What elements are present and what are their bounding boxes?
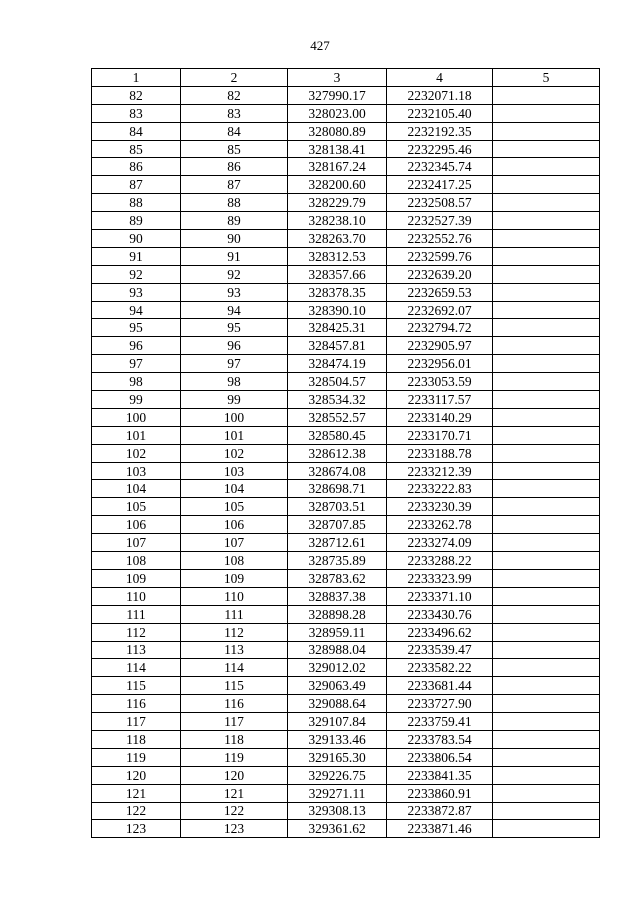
table-row [92, 695, 600, 713]
table-cell: 85 [92, 140, 181, 158]
table-cell: 2233288.22 [387, 552, 493, 570]
table-cell: 328474.19 [288, 355, 387, 373]
table-cell: 328898.28 [288, 605, 387, 623]
table-cell [493, 748, 600, 766]
table-cell: 104 [181, 480, 288, 498]
table-cell [493, 695, 600, 713]
table-cell: 328552.57 [288, 408, 387, 426]
table-cell: 116 [181, 695, 288, 713]
table-cell: 2232956.01 [387, 355, 493, 373]
table-row [92, 122, 600, 140]
table-cell: 121 [92, 784, 181, 802]
table-cell: 111 [181, 605, 288, 623]
table-cell: 2233230.39 [387, 498, 493, 516]
column-header: 5 [493, 69, 600, 87]
table-cell: 2233117.57 [387, 391, 493, 409]
table-cell: 2233783.54 [387, 730, 493, 748]
table-cell [493, 534, 600, 552]
table-cell [493, 319, 600, 337]
table-cell: 98 [181, 373, 288, 391]
table-cell: 2232794.72 [387, 319, 493, 337]
table-cell: 2233871.46 [387, 820, 493, 838]
table-cell: 91 [92, 247, 181, 265]
table-cell: 328534.32 [288, 391, 387, 409]
table-cell: 2232905.97 [387, 337, 493, 355]
table-row [92, 212, 600, 230]
table-cell [493, 713, 600, 731]
table-cell: 328783.62 [288, 569, 387, 587]
column-header: 3 [288, 69, 387, 87]
table-cell: 121 [181, 784, 288, 802]
table-cell: 85 [181, 140, 288, 158]
table-cell: 329133.46 [288, 730, 387, 748]
table-row [92, 605, 600, 623]
table-cell [493, 104, 600, 122]
table-cell: 120 [181, 766, 288, 784]
page-number: 427 [310, 38, 330, 53]
table-cell: 2233860.91 [387, 784, 493, 802]
table-cell: 115 [92, 677, 181, 695]
table-cell: 328504.57 [288, 373, 387, 391]
table-cell: 2233841.35 [387, 766, 493, 784]
table-cell: 2232105.40 [387, 104, 493, 122]
table-cell: 122 [92, 802, 181, 820]
table-cell [493, 176, 600, 194]
table-cell: 123 [181, 820, 288, 838]
table-cell [493, 444, 600, 462]
table-cell [493, 122, 600, 140]
table-row [92, 337, 600, 355]
table-cell: 117 [181, 713, 288, 731]
table-row [92, 391, 600, 409]
table-row [92, 748, 600, 766]
table-cell [493, 730, 600, 748]
table-cell [493, 462, 600, 480]
table-row [92, 230, 600, 248]
table-cell: 118 [181, 730, 288, 748]
table-cell: 328959.11 [288, 623, 387, 641]
table-body [92, 86, 600, 837]
table-cell: 2232508.57 [387, 194, 493, 212]
table-cell [493, 587, 600, 605]
table-cell [493, 605, 600, 623]
table-cell: 2233759.41 [387, 713, 493, 731]
table-cell: 110 [92, 587, 181, 605]
table-cell [493, 212, 600, 230]
table-cell: 2233681.44 [387, 677, 493, 695]
table-cell [493, 355, 600, 373]
table-row [92, 587, 600, 605]
table-cell: 328837.38 [288, 587, 387, 605]
table-cell: 328612.38 [288, 444, 387, 462]
table-cell [493, 230, 600, 248]
table-cell: 82 [92, 86, 181, 104]
table-cell: 2233262.78 [387, 516, 493, 534]
table-cell: 88 [92, 194, 181, 212]
table-cell: 99 [181, 391, 288, 409]
table-cell: 83 [92, 104, 181, 122]
table-cell: 2233430.76 [387, 605, 493, 623]
table-cell: 104 [92, 480, 181, 498]
table-cell [493, 677, 600, 695]
table-cell: 328735.89 [288, 552, 387, 570]
table-cell: 2232345.74 [387, 158, 493, 176]
table-cell: 2232692.07 [387, 301, 493, 319]
table-cell: 328312.53 [288, 247, 387, 265]
table-cell: 329012.02 [288, 659, 387, 677]
table-cell: 2233323.99 [387, 569, 493, 587]
table-cell: 100 [181, 408, 288, 426]
table-cell: 2233371.10 [387, 587, 493, 605]
table-cell [493, 641, 600, 659]
table-cell: 105 [92, 498, 181, 516]
table-header-row [92, 69, 600, 87]
table-cell: 2233806.54 [387, 748, 493, 766]
table-cell: 327990.17 [288, 86, 387, 104]
table-cell: 98 [92, 373, 181, 391]
table-cell: 329165.30 [288, 748, 387, 766]
table-cell [493, 301, 600, 319]
table-cell: 123 [92, 820, 181, 838]
table-cell: 112 [92, 623, 181, 641]
table-row [92, 677, 600, 695]
table-cell: 113 [181, 641, 288, 659]
table-cell [493, 802, 600, 820]
table-cell: 2233222.83 [387, 480, 493, 498]
table-row [92, 802, 600, 820]
table-cell [493, 498, 600, 516]
table-cell: 109 [92, 569, 181, 587]
table-cell: 119 [92, 748, 181, 766]
table-cell [493, 86, 600, 104]
table-row [92, 623, 600, 641]
table-cell: 2232527.39 [387, 212, 493, 230]
table-cell: 95 [92, 319, 181, 337]
table-cell: 108 [181, 552, 288, 570]
table-cell: 91 [181, 247, 288, 265]
table-cell: 328698.71 [288, 480, 387, 498]
table-cell: 113 [92, 641, 181, 659]
table-cell: 95 [181, 319, 288, 337]
table-cell: 328425.31 [288, 319, 387, 337]
table-cell: 328378.35 [288, 283, 387, 301]
table-cell: 2232295.46 [387, 140, 493, 158]
table-cell: 115 [181, 677, 288, 695]
table-cell [493, 408, 600, 426]
table-cell: 329088.64 [288, 695, 387, 713]
table-cell: 103 [92, 462, 181, 480]
table-cell: 116 [92, 695, 181, 713]
table-row [92, 426, 600, 444]
table-row [92, 516, 600, 534]
table-cell: 2233053.59 [387, 373, 493, 391]
table-cell [493, 623, 600, 641]
table-cell: 329226.75 [288, 766, 387, 784]
table-row [92, 319, 600, 337]
table-cell: 97 [92, 355, 181, 373]
table-cell: 107 [181, 534, 288, 552]
table-row [92, 86, 600, 104]
table-cell: 93 [92, 283, 181, 301]
table-cell: 2233170.71 [387, 426, 493, 444]
table-cell [493, 659, 600, 677]
column-header: 1 [92, 69, 181, 87]
table-cell: 99 [92, 391, 181, 409]
table-cell: 93 [181, 283, 288, 301]
table-cell [493, 194, 600, 212]
table-cell: 112 [181, 623, 288, 641]
table-row [92, 784, 600, 802]
table-cell: 122 [181, 802, 288, 820]
table-cell: 328080.89 [288, 122, 387, 140]
table-row [92, 498, 600, 516]
table-cell: 328712.61 [288, 534, 387, 552]
table-cell: 86 [181, 158, 288, 176]
table-cell: 2233188.78 [387, 444, 493, 462]
table-cell: 328703.51 [288, 498, 387, 516]
table-cell: 97 [181, 355, 288, 373]
table-cell: 329063.49 [288, 677, 387, 695]
table-cell: 328357.66 [288, 265, 387, 283]
table-cell: 84 [181, 122, 288, 140]
table-cell: 100 [92, 408, 181, 426]
table-cell: 2232071.18 [387, 86, 493, 104]
table-cell: 84 [92, 122, 181, 140]
table-cell: 118 [92, 730, 181, 748]
table-cell: 328457.81 [288, 337, 387, 355]
table-cell: 2233212.39 [387, 462, 493, 480]
table-cell: 328200.60 [288, 176, 387, 194]
table-cell: 2233539.47 [387, 641, 493, 659]
table-cell: 108 [92, 552, 181, 570]
coordinates-table [91, 68, 600, 838]
table-cell: 101 [92, 426, 181, 444]
table-cell: 328988.04 [288, 641, 387, 659]
table-cell: 114 [181, 659, 288, 677]
table-cell: 106 [92, 516, 181, 534]
table-cell [493, 426, 600, 444]
table-row [92, 444, 600, 462]
table-row [92, 730, 600, 748]
table-cell: 328167.24 [288, 158, 387, 176]
table-cell: 2232599.76 [387, 247, 493, 265]
table-cell: 103 [181, 462, 288, 480]
table-cell [493, 820, 600, 838]
table-cell: 329107.84 [288, 713, 387, 731]
table-cell: 328580.45 [288, 426, 387, 444]
table-cell: 329361.62 [288, 820, 387, 838]
table-cell [493, 140, 600, 158]
table-cell: 111 [92, 605, 181, 623]
table-cell: 107 [92, 534, 181, 552]
table-cell: 87 [181, 176, 288, 194]
table-cell: 88 [181, 194, 288, 212]
table-row [92, 140, 600, 158]
table-cell: 2232639.20 [387, 265, 493, 283]
table-cell: 94 [181, 301, 288, 319]
table-cell [493, 391, 600, 409]
table-cell: 329308.13 [288, 802, 387, 820]
table-cell: 119 [181, 748, 288, 766]
table-row [92, 355, 600, 373]
table-cell: 86 [92, 158, 181, 176]
table-cell: 2233274.09 [387, 534, 493, 552]
table-cell: 2233140.29 [387, 408, 493, 426]
table-cell [493, 552, 600, 570]
table-cell: 120 [92, 766, 181, 784]
column-header: 2 [181, 69, 288, 87]
table-cell: 2233496.62 [387, 623, 493, 641]
table-cell: 96 [92, 337, 181, 355]
table-row [92, 766, 600, 784]
table-cell: 110 [181, 587, 288, 605]
table-row [92, 659, 600, 677]
table-cell: 90 [181, 230, 288, 248]
table-cell: 328707.85 [288, 516, 387, 534]
table-cell: 102 [181, 444, 288, 462]
table-cell: 102 [92, 444, 181, 462]
table-row [92, 534, 600, 552]
table-row [92, 480, 600, 498]
table-cell [493, 265, 600, 283]
table-row [92, 569, 600, 587]
table-cell [493, 569, 600, 587]
table-cell: 94 [92, 301, 181, 319]
table-cell: 328229.79 [288, 194, 387, 212]
table-row [92, 158, 600, 176]
table-cell [493, 784, 600, 802]
table-cell [493, 158, 600, 176]
table-cell: 83 [181, 104, 288, 122]
table-cell: 2233582.22 [387, 659, 493, 677]
table-cell: 109 [181, 569, 288, 587]
table-cell [493, 283, 600, 301]
table-cell: 328390.10 [288, 301, 387, 319]
table-cell: 117 [92, 713, 181, 731]
table-row [92, 408, 600, 426]
table-row [92, 641, 600, 659]
table-cell: 328023.00 [288, 104, 387, 122]
table-cell: 106 [181, 516, 288, 534]
table-cell: 96 [181, 337, 288, 355]
table-cell: 101 [181, 426, 288, 444]
table-row [92, 247, 600, 265]
table-row [92, 176, 600, 194]
table-cell: 89 [181, 212, 288, 230]
table-row [92, 194, 600, 212]
table-row [92, 265, 600, 283]
table-cell [493, 480, 600, 498]
table-cell: 92 [92, 265, 181, 283]
table-cell [493, 337, 600, 355]
table-row [92, 104, 600, 122]
table-cell [493, 516, 600, 534]
table-cell: 328263.70 [288, 230, 387, 248]
table-cell: 328138.41 [288, 140, 387, 158]
table-cell: 329271.11 [288, 784, 387, 802]
table-cell: 90 [92, 230, 181, 248]
table-row [92, 552, 600, 570]
table-cell [493, 373, 600, 391]
table-cell: 2232552.76 [387, 230, 493, 248]
column-header: 4 [387, 69, 493, 87]
table-row [92, 373, 600, 391]
table-cell: 2232659.53 [387, 283, 493, 301]
table-cell: 89 [92, 212, 181, 230]
table-cell: 114 [92, 659, 181, 677]
table-row [92, 820, 600, 838]
table-cell: 328238.10 [288, 212, 387, 230]
table-cell: 328674.08 [288, 462, 387, 480]
table-cell [493, 766, 600, 784]
table-row [92, 713, 600, 731]
table-cell: 2233872.87 [387, 802, 493, 820]
table-row [92, 301, 600, 319]
table-cell: 2233727.90 [387, 695, 493, 713]
table-cell: 105 [181, 498, 288, 516]
table-row [92, 462, 600, 480]
table-cell: 2232192.35 [387, 122, 493, 140]
table-cell: 82 [181, 86, 288, 104]
table-cell: 87 [92, 176, 181, 194]
table-cell: 2232417.25 [387, 176, 493, 194]
table-row [92, 283, 600, 301]
table-cell [493, 247, 600, 265]
table-cell: 92 [181, 265, 288, 283]
